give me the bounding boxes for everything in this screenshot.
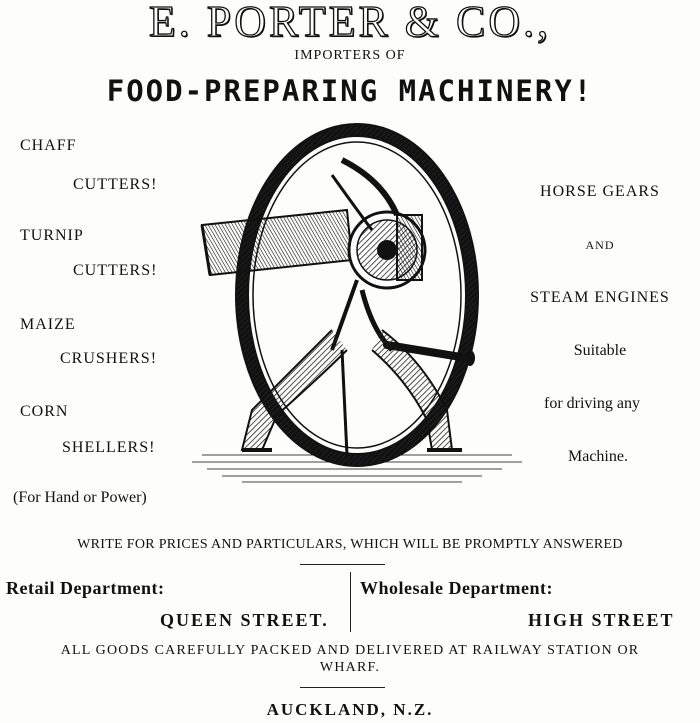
department-divider (350, 572, 351, 632)
list-item-turnip-cutters: CUTTERS! (73, 262, 158, 279)
power-note: (For Hand or Power) (13, 489, 147, 506)
wholesale-street: HIGH STREET (528, 610, 675, 630)
delivery-line-wharf: WHARF. (319, 660, 381, 675)
list-item-maize: MAIZE (20, 316, 76, 333)
list-item-chaff: CHAFF (20, 137, 77, 154)
wholesale-department-title: Wholesale Department: (360, 578, 553, 598)
delivery-line: ALL GOODS CAREFULLY PACKED AND DELIVERED AT RAILWAY STATION OR (60, 643, 640, 658)
suitable-text: Suitable (573, 342, 627, 359)
location: AUCKLAND, N.Z. (266, 700, 434, 719)
list-item-corn-shellers: SHELLERS! (62, 439, 156, 456)
company-name: E. PORTER & CO., (148, 0, 552, 46)
divider-rule (300, 564, 385, 565)
machine-text: Machine. (568, 448, 628, 465)
retail-department-title: Retail Department: (6, 578, 165, 598)
list-item-horse-gears: HORSE GEARS (540, 183, 660, 200)
list-item-turnip: TURNIP (20, 227, 84, 244)
list-item-and: AND (585, 238, 615, 252)
list-item-corn: CORN (20, 403, 69, 420)
list-item-chaff-cutters: CUTTERS! (73, 176, 158, 193)
for-driving-text: for driving any (544, 395, 640, 412)
importers-of-label: IMPORTERS OF (294, 48, 406, 63)
retail-street: QUEEN STREET. (160, 610, 329, 630)
write-for-prices-line: WRITE FOR PRICES AND PARTICULARS, WHICH WILL BE PROMPTLY ANSWERED (77, 537, 623, 552)
list-item-steam-engines: STEAM ENGINES (530, 289, 670, 306)
list-item-maize-crushers: CRUSHERS! (60, 350, 158, 367)
headline: FOOD-PREPARING MACHINERY! (106, 74, 594, 108)
chaff-cutter-engraving (182, 120, 532, 495)
divider-rule-bottom (300, 687, 385, 688)
